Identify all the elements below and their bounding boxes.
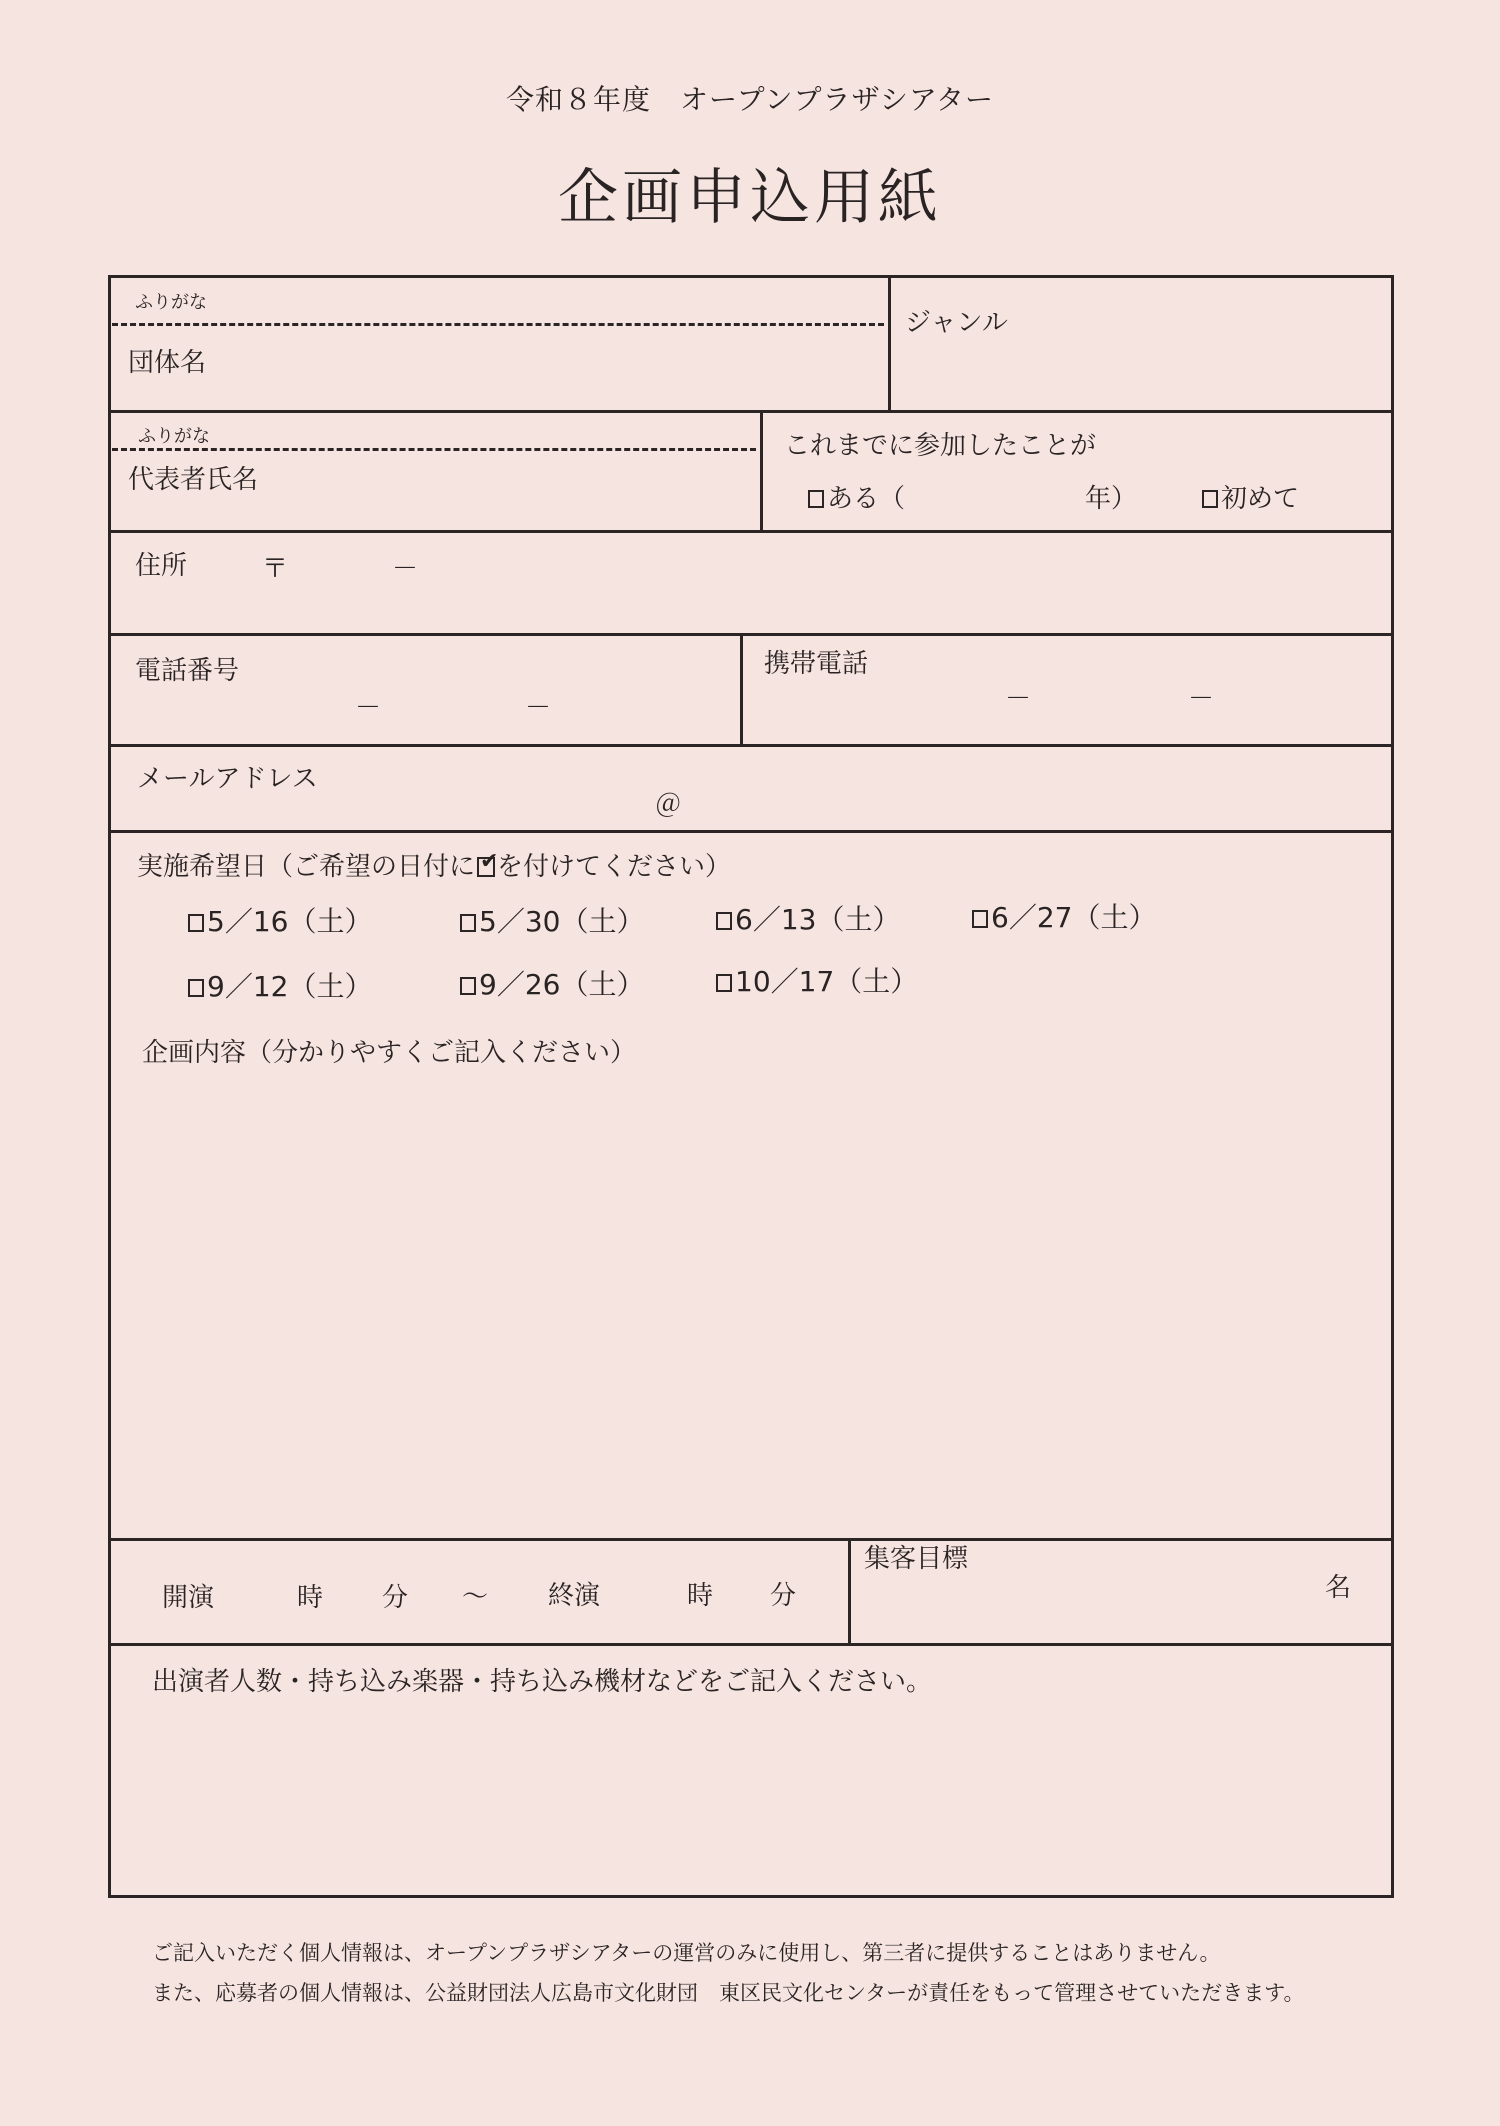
- mobile-label: 携帯電話: [764, 649, 869, 679]
- participation-year-suffix: 年）: [1085, 484, 1138, 514]
- form-subtitle: 令和８年度 オープンプラザシアター: [506, 83, 994, 116]
- row-divider: [108, 410, 1394, 413]
- date-label: 5／30（土）: [479, 905, 645, 938]
- postal-mark: 〒: [262, 554, 289, 584]
- checkbox-icon: [716, 974, 732, 992]
- row-divider: [108, 633, 1394, 636]
- end-hour-unit: 時: [687, 1581, 714, 1611]
- performers-field[interactable]: [112, 1705, 1390, 1893]
- performance-time-field[interactable]: [112, 1542, 844, 1639]
- preferred-dates-label-a: 実施希望日（ご希望の日付に: [137, 852, 476, 882]
- address-field[interactable]: [112, 585, 1390, 629]
- checkbox-icon: [460, 914, 476, 932]
- preferred-dates-label: [137, 846, 731, 883]
- audience-target-field[interactable]: [852, 1580, 1322, 1638]
- participation-label: これまでに参加したことが: [784, 431, 1097, 461]
- option-yes-label: ある（: [827, 484, 906, 514]
- phone-label: 電話番号: [135, 656, 240, 686]
- privacy-note: また、応募者の個人情報は、公益財団法人広島市文化財団 東区民文化センターが責任をもって管理させていただきます。: [152, 1981, 1305, 2005]
- group-name-field[interactable]: [112, 330, 884, 406]
- email-at: ＠: [655, 790, 682, 820]
- genre-field[interactable]: [892, 340, 1390, 406]
- furigana-line: [112, 448, 756, 451]
- phone-field[interactable]: [112, 682, 736, 740]
- date-label: 6／13（土）: [735, 903, 901, 936]
- row-divider: [108, 830, 1394, 833]
- date-label: 10／17（土）: [735, 965, 919, 998]
- column-divider: [740, 633, 743, 744]
- row-divider: [108, 1538, 1394, 1541]
- furigana-line: [112, 323, 884, 326]
- date-option[interactable]: [188, 965, 372, 1005]
- group-name-label: 団体名: [128, 348, 207, 378]
- checkbox-icon: [716, 912, 732, 930]
- checkbox-icon: [972, 910, 988, 928]
- date-option[interactable]: [460, 963, 644, 1003]
- mobile-dash: －: [1005, 684, 1032, 714]
- email-label: メールアドレス: [137, 764, 318, 794]
- date-option[interactable]: [716, 960, 918, 1000]
- privacy-note: ご記入いただく個人情報は、オープンプラザシアターの運営のみに使用し、第三者に提供することはありません。: [152, 1941, 1221, 1965]
- checkbox-icon: [808, 490, 824, 508]
- preferred-dates-label-b: を付けてください）: [497, 852, 732, 882]
- date-label: 6／27（土）: [991, 901, 1157, 934]
- participation-yes-option[interactable]: [808, 478, 905, 515]
- row-divider: [108, 744, 1394, 747]
- start-hour-unit: 時: [297, 1583, 324, 1613]
- date-label: 9／26（土）: [479, 968, 645, 1001]
- date-option[interactable]: [460, 900, 644, 940]
- address-label: 住所: [135, 551, 188, 581]
- date-option[interactable]: [716, 898, 900, 938]
- end-minute-unit: 分: [770, 1581, 797, 1611]
- form-title: 企画申込用紙: [558, 163, 942, 233]
- checkbox-icon: [1202, 490, 1218, 508]
- date-option[interactable]: [188, 900, 372, 940]
- checkbox-icon: [188, 979, 204, 997]
- date-option[interactable]: [972, 896, 1156, 936]
- end-time-label: 終演: [548, 1581, 601, 1611]
- email-field[interactable]: [112, 780, 1390, 826]
- column-divider: [848, 1538, 851, 1643]
- plan-content-field[interactable]: [112, 1075, 1390, 1533]
- plan-content-label: 企画内容（分かりやすくご記入ください）: [142, 1038, 637, 1068]
- performers-label: 出演者人数・持ち込み楽器・持ち込み機材などをご記入ください。: [152, 1667, 933, 1697]
- checked-box-icon: [477, 857, 495, 877]
- furigana-label: ふりがな: [138, 426, 210, 447]
- checkbox-icon: [188, 914, 204, 932]
- time-range-tilde: ～: [462, 1582, 489, 1612]
- phone-dash: －: [525, 693, 552, 723]
- furigana-label: ふりがな: [135, 292, 207, 313]
- phone-dash: －: [355, 693, 382, 723]
- checkbox-icon: [460, 977, 476, 995]
- audience-unit: 名: [1325, 1573, 1352, 1603]
- date-label: 9／12（土）: [207, 970, 373, 1003]
- start-time-label: 開演: [162, 1583, 215, 1613]
- row-divider: [108, 530, 1394, 533]
- mobile-dash: －: [1188, 684, 1215, 714]
- column-divider: [888, 275, 891, 410]
- row-divider: [108, 1643, 1394, 1646]
- audience-target-label: 集客目標: [864, 1544, 969, 1574]
- mobile-field[interactable]: [744, 676, 1390, 740]
- option-first-label: 初めて: [1221, 484, 1300, 514]
- column-divider: [760, 410, 763, 530]
- start-minute-unit: 分: [382, 1583, 409, 1613]
- genre-label: ジャンル: [905, 308, 1008, 338]
- representative-name-field[interactable]: [112, 452, 756, 526]
- participation-first-option[interactable]: [1202, 478, 1299, 515]
- representative-name-label: 代表者氏名: [128, 465, 259, 495]
- postal-dash: －: [392, 554, 419, 584]
- date-label: 5／16（土）: [207, 905, 373, 938]
